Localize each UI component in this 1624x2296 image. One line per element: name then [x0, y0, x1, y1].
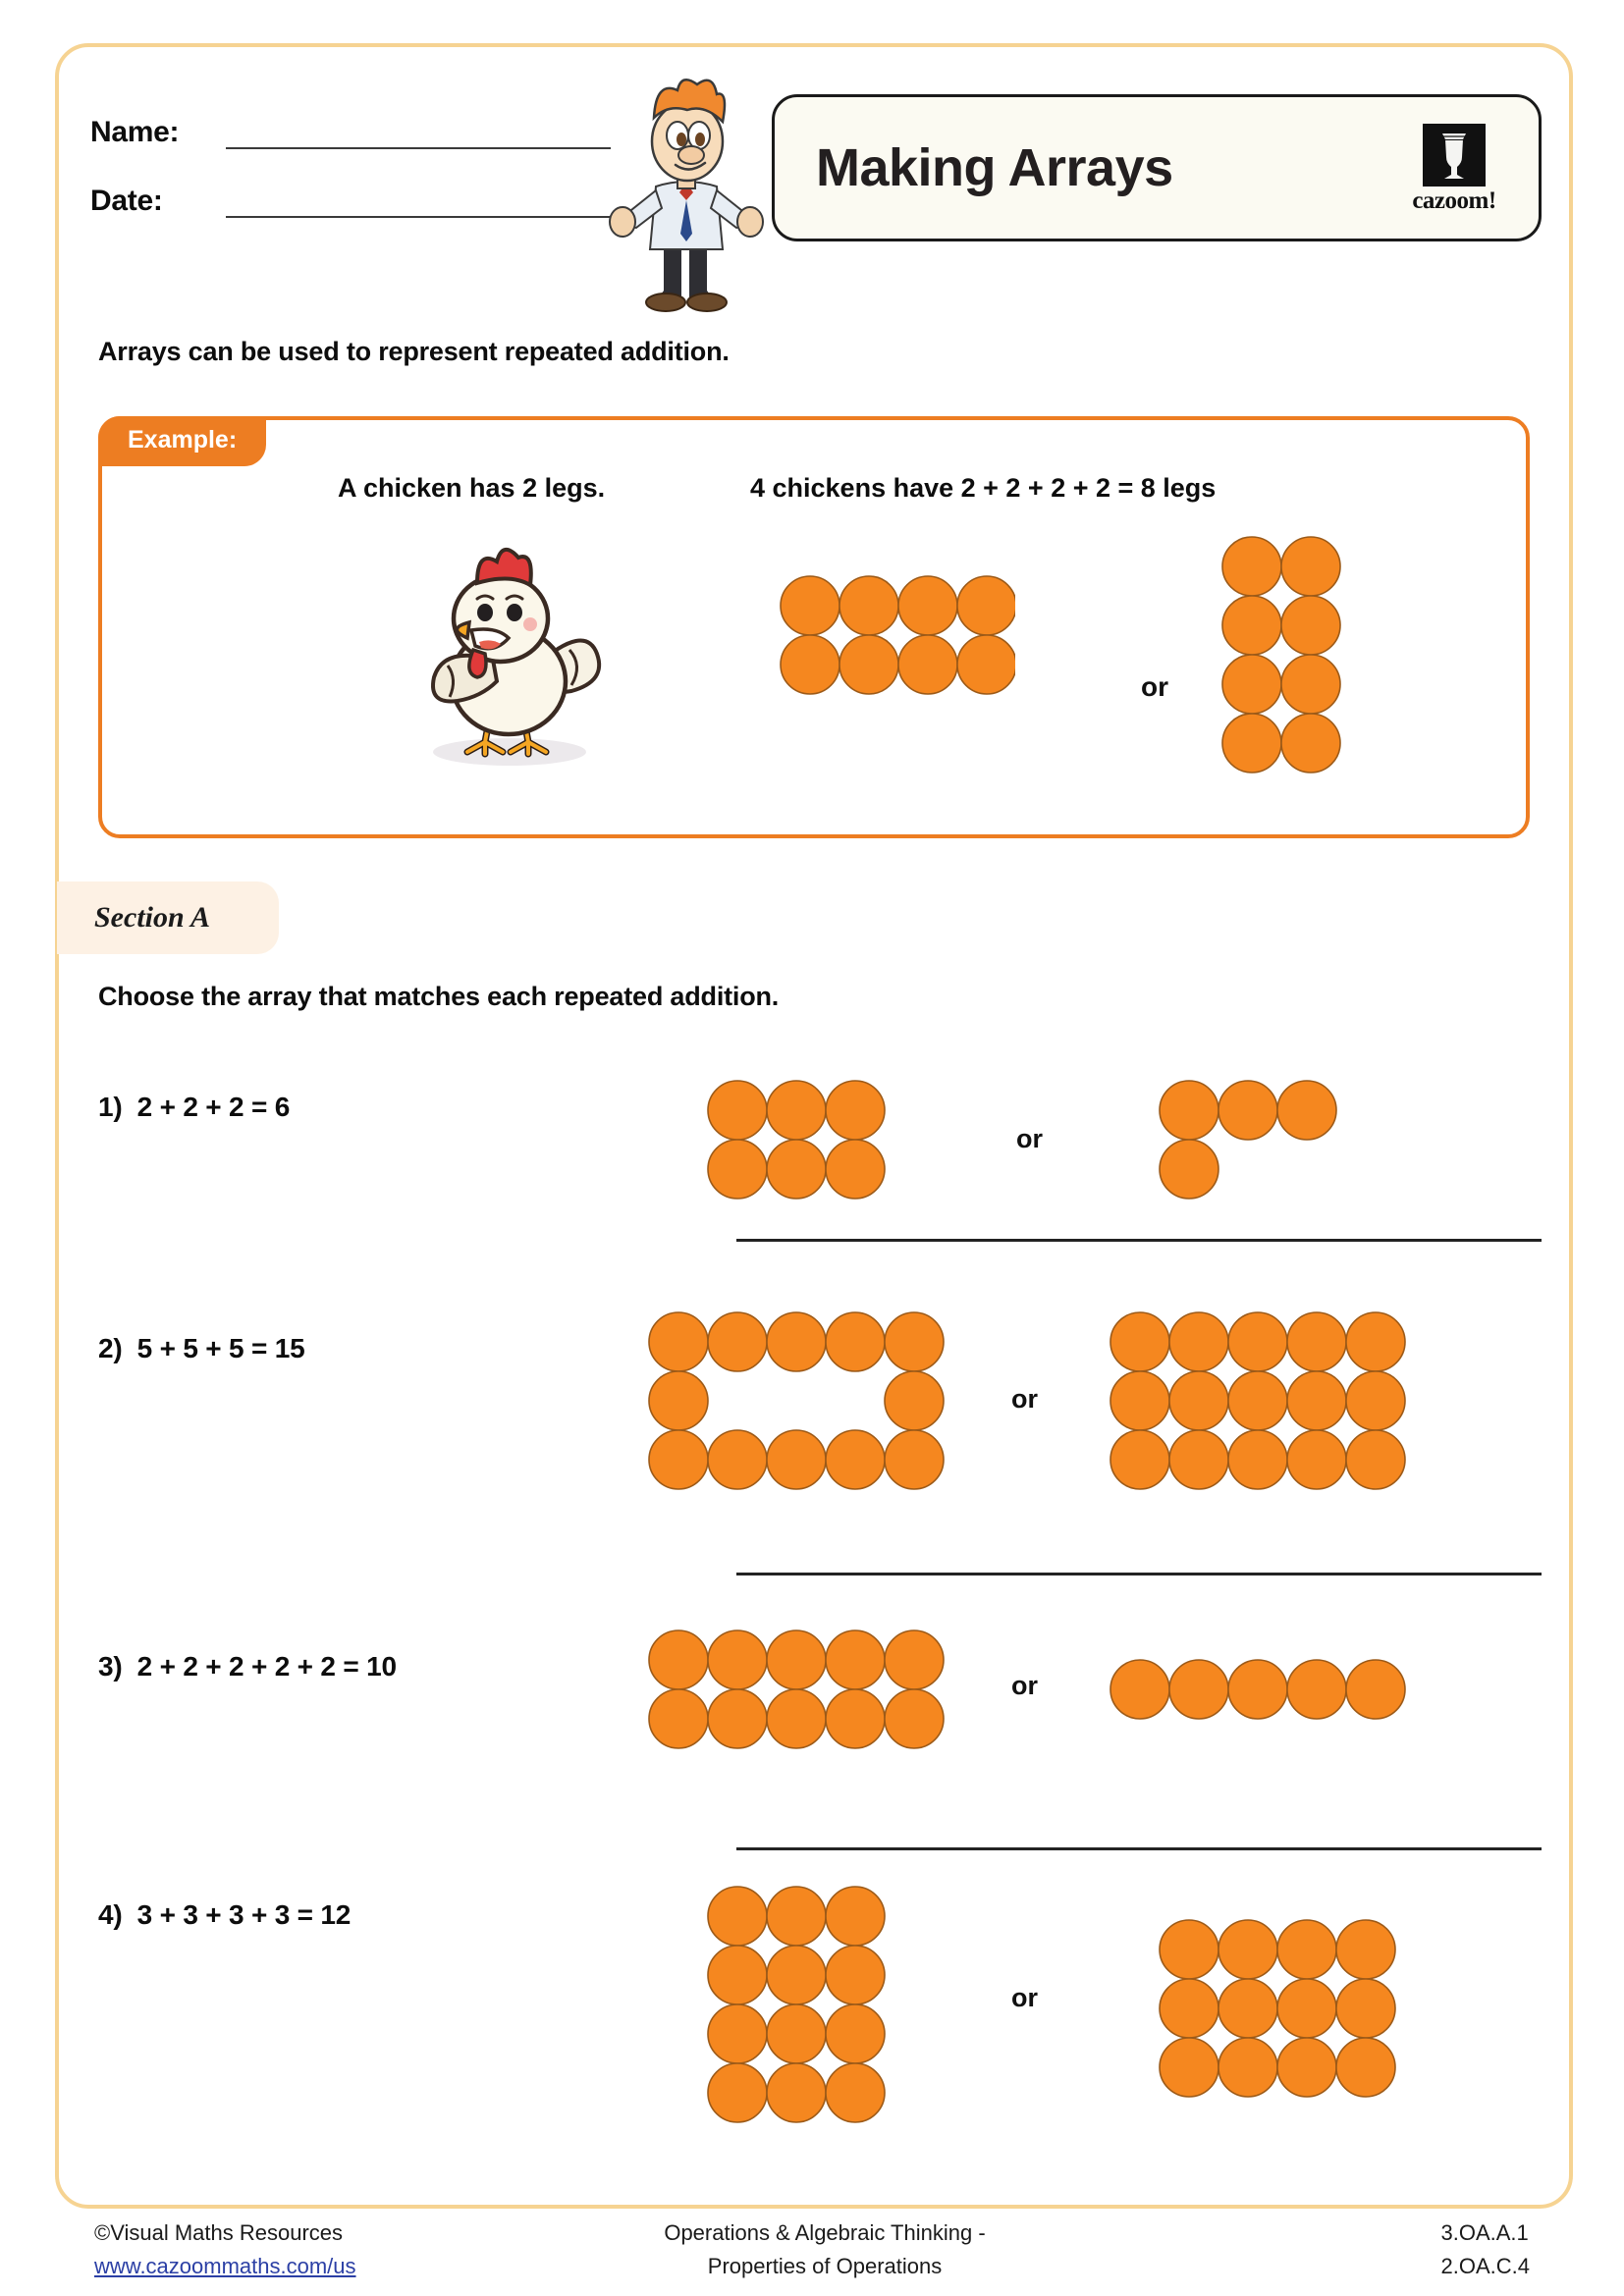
- question-1-array-right[interactable]: [1159, 1080, 1341, 1201]
- question-3-label: [98, 1651, 397, 1682]
- example-text-left: A chicken has 2 legs.: [338, 473, 606, 503]
- question-2-separator: [736, 1573, 1542, 1575]
- date-input-line[interactable]: [226, 187, 611, 218]
- question-3: [98, 1620, 1532, 1865]
- date-row: [90, 173, 621, 218]
- question-1-number: 1): [98, 1092, 123, 1122]
- name-date-block: [90, 104, 621, 241]
- footer-standard-1: 3.OA.A.1: [1440, 2220, 1529, 2245]
- example-or-label: or: [1141, 671, 1168, 702]
- footer-standard-codes: [1441, 2216, 1530, 2283]
- question-2-expression: 5 + 5 + 5 = 15: [136, 1333, 305, 1363]
- cazoom-logo: [1399, 124, 1509, 213]
- cartoon-teacher-icon: [597, 71, 774, 316]
- question-4-number: 4): [98, 1899, 123, 1930]
- question-4-label: [98, 1899, 351, 1931]
- name-row: [90, 104, 621, 149]
- intro-text: Arrays can be used to represent repeated addition.: [98, 337, 730, 366]
- example-array-right: [1221, 536, 1343, 775]
- cartoon-chicken-icon: [387, 528, 632, 774]
- page-title: Making Arrays: [816, 138, 1173, 197]
- question-2-array-left[interactable]: [648, 1311, 948, 1492]
- question-1-separator: [736, 1239, 1542, 1242]
- question-2-or-label: or: [1011, 1384, 1038, 1414]
- question-1-expression: 2 + 2 + 2 = 6: [136, 1092, 291, 1122]
- question-3-separator: [736, 1847, 1542, 1850]
- question-2-array-right[interactable]: [1110, 1311, 1410, 1492]
- footer-standard-2: 2.OA.C.4: [1440, 2254, 1530, 2279]
- question-3-array-left[interactable]: [648, 1629, 948, 1751]
- question-3-number: 3): [98, 1651, 123, 1682]
- example-text-right: 4 chickens have 2 + 2 + 2 + 2 = 8 legs: [750, 473, 1217, 503]
- question-4-or-label: or: [1011, 1983, 1038, 2012]
- name-input-line[interactable]: [226, 118, 611, 149]
- question-2: [98, 1296, 1532, 1580]
- cazoom-drum-logo-icon: [1423, 124, 1486, 187]
- question-3-expression: 2 + 2 + 2 + 2 + 2 = 10: [136, 1651, 397, 1682]
- footer-copyright: ©Visual Maths Resources: [94, 2220, 344, 2245]
- example-tab-label: Example:: [98, 416, 266, 466]
- example-headline-row: [102, 473, 1526, 522]
- footer-center-line-2: Properties of Operations: [707, 2254, 943, 2279]
- example-arrays: [780, 536, 1506, 821]
- title-card: [772, 94, 1542, 241]
- cazoom-wordmark: cazoom!: [1412, 187, 1496, 214]
- worksheet-header: [55, 57, 1573, 302]
- question-2-number: 2): [98, 1333, 123, 1363]
- question-3-array-right[interactable]: [1110, 1659, 1410, 1722]
- example-array-left: [780, 575, 1015, 697]
- question-1-array-left[interactable]: [707, 1080, 890, 1201]
- question-1-or-label: or: [1016, 1124, 1043, 1153]
- section-a-instruction: Choose the array that matches each repeated addition.: [98, 982, 780, 1011]
- footer-standard-description: [550, 2216, 1100, 2283]
- question-3-or-label: or: [1011, 1671, 1038, 1700]
- question-4-expression: 3 + 3 + 3 + 3 = 12: [136, 1899, 352, 1930]
- question-1-label: [98, 1092, 290, 1123]
- date-label: Date:: [90, 185, 163, 217]
- question-2-label: [98, 1333, 304, 1364]
- footer-center-line-1: Operations & Algebraic Thinking -: [664, 2220, 986, 2245]
- question-4-array-right[interactable]: [1159, 1919, 1400, 2100]
- name-label: Name:: [90, 116, 180, 148]
- example-box: [98, 416, 1530, 838]
- footer-left: [94, 2216, 356, 2283]
- section-a-label: Section A: [94, 901, 211, 934]
- question-4: [98, 1870, 1532, 2174]
- question-1: [98, 1070, 1532, 1247]
- footer-website-link[interactable]: www.cazoommaths.com/us: [94, 2254, 356, 2279]
- section-a-pill: [57, 881, 279, 954]
- question-4-array-left[interactable]: [707, 1886, 890, 2125]
- worksheet-footer: [0, 2216, 1624, 2295]
